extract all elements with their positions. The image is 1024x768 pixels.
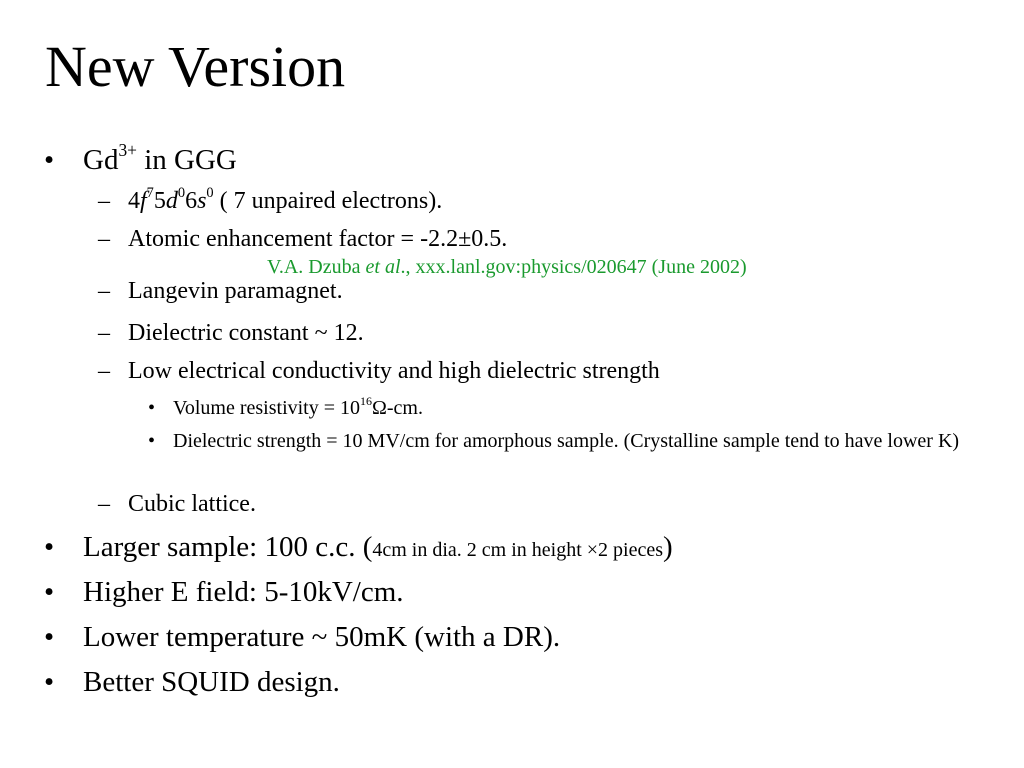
item-text: Langevin paramagnet. — [128, 278, 343, 304]
superscript: 16 — [360, 393, 373, 408]
item-text: Low electrical conductivity and high dielectric strength — [128, 358, 660, 384]
item-text — [83, 533, 673, 562]
orbital-s: s — [197, 188, 207, 214]
dash-marker: – — [98, 188, 110, 214]
text-part: Ω-cm. — [372, 397, 423, 419]
text-part: Gd — [83, 144, 119, 176]
bullet-marker: • — [44, 621, 55, 653]
text-part: ) — [663, 531, 673, 563]
bullet-marker: • — [44, 666, 55, 698]
reference-citation — [267, 257, 747, 277]
dash-marker: – — [98, 226, 110, 252]
item-text: Lower temperature ~ 50mK (with a DR). — [83, 621, 561, 653]
item-text: Better SQUID design. — [83, 666, 340, 698]
text-part: ( 7 unpaired electrons). — [213, 188, 443, 214]
item-text — [128, 184, 443, 214]
item-text: Dielectric strength = 10 MV/cm for amorphous sample. (Crystalline sample tend to have lower K) — [173, 430, 960, 452]
superscript: 0 — [206, 184, 214, 201]
text-part: 5 — [153, 188, 166, 214]
citation-author: V.A. Dzuba — [267, 256, 366, 278]
bullet-marker: • — [44, 531, 55, 563]
bullet-marker: • — [148, 430, 156, 452]
dash-marker: – — [98, 278, 110, 304]
item-text — [83, 139, 237, 176]
citation-etal: et al — [365, 256, 401, 278]
slide-title: New Version — [45, 34, 346, 99]
item-text: Cubic lattice. — [128, 491, 256, 517]
orbital-d: d — [165, 188, 178, 214]
citation-source: ., xxx.lanl.gov:physics/020647 (June 2002) — [400, 256, 747, 278]
bullet-marker: • — [44, 576, 55, 608]
sample-dimensions: 4cm in dia. 2 cm in height ×2 pieces — [372, 539, 664, 561]
text-part: Volume resistivity = 10 — [173, 397, 361, 419]
bullet-marker: • — [148, 397, 156, 419]
orbital-f: f — [140, 188, 147, 214]
superscript: 0 — [177, 184, 186, 201]
superscript: 3+ — [118, 139, 137, 160]
item-text: Dielectric constant ~ 12. — [128, 320, 364, 346]
item-text: Higher E field: 5-10kV/cm. — [83, 576, 404, 608]
text-part: Larger sample: 100 c.c. ( — [83, 531, 373, 563]
bullet-marker: • — [44, 144, 55, 176]
dash-marker: – — [98, 320, 110, 346]
superscript: 7 — [146, 184, 154, 201]
item-text: Atomic enhancement factor = -2.2±0.5. — [128, 226, 508, 252]
dash-marker: – — [98, 358, 110, 384]
item-text — [173, 394, 423, 422]
dash-marker: – — [98, 491, 110, 517]
text-part: 4 — [128, 188, 140, 214]
text-part: 6 — [185, 188, 198, 214]
text-part: in GGG — [136, 144, 237, 176]
